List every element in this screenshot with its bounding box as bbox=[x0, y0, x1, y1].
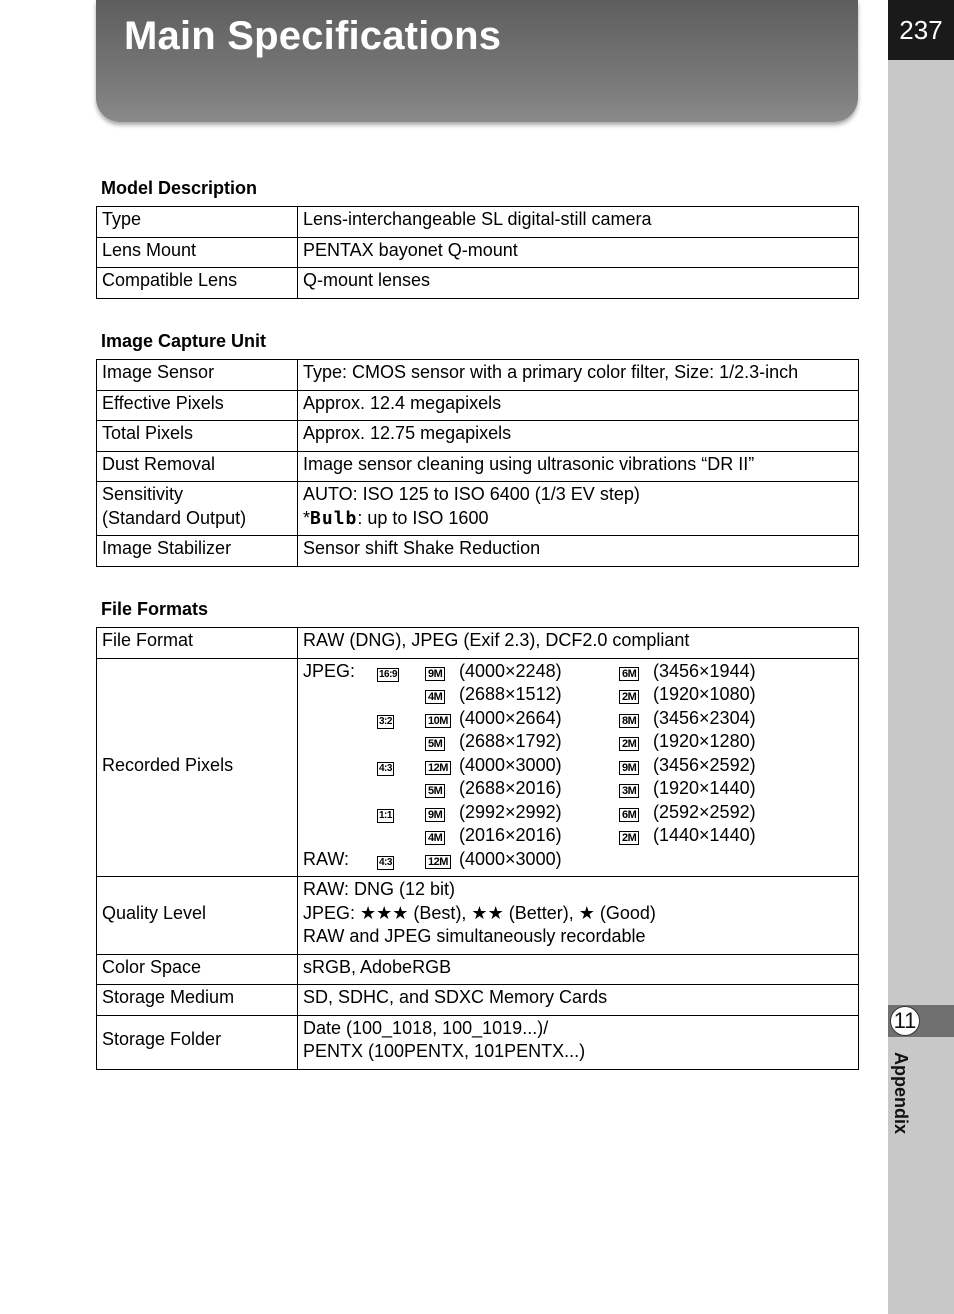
resolution-size-slot bbox=[619, 730, 653, 754]
recorded-pixels-line bbox=[303, 801, 853, 825]
spec-value-line bbox=[303, 507, 853, 531]
aspect-ratio-slot bbox=[377, 848, 425, 872]
resolution-size-icon: 4M bbox=[425, 831, 445, 845]
spec-value-line: RAW and JPEG simultaneously recordable bbox=[303, 926, 646, 946]
table-row bbox=[97, 451, 859, 482]
spec-key: Type bbox=[97, 207, 298, 238]
table-row bbox=[97, 536, 859, 567]
section-heading-capture: Image Capture Unit bbox=[101, 331, 267, 351]
recorded-pixels-line bbox=[303, 824, 853, 848]
resolution-value: (2688×1512) bbox=[459, 684, 562, 704]
table-row bbox=[97, 268, 859, 299]
table-row bbox=[97, 1015, 859, 1069]
capture-table bbox=[96, 359, 859, 567]
resolution-size-icon: 5M bbox=[425, 784, 445, 798]
table-row bbox=[97, 482, 859, 536]
spec-value-line: PENTX (100PENTX, 101PENTX...) bbox=[303, 1041, 586, 1061]
file-table bbox=[96, 627, 859, 1070]
table-row bbox=[97, 207, 859, 238]
spec-value: Approx. 12.4 megapixels bbox=[298, 390, 859, 421]
resolution-size-slot bbox=[619, 801, 653, 825]
spec-value-sensitivity bbox=[298, 482, 859, 536]
resolution-size-icon: 10M bbox=[425, 714, 451, 728]
spec-key: Lens Mount bbox=[97, 237, 298, 268]
resolution-value: (2688×1792) bbox=[459, 731, 562, 751]
spec-key: Color Space bbox=[97, 954, 298, 985]
resolution-size-slot bbox=[425, 754, 459, 778]
aspect-ratio-icon: 4:3 bbox=[379, 762, 392, 774]
aspect-ratio-slot bbox=[377, 754, 425, 778]
resolution-size-icon: 6M bbox=[619, 667, 639, 681]
aspect-ratio-icon: 16:9 bbox=[379, 668, 398, 680]
spec-key-sensitivity bbox=[97, 482, 298, 536]
resolution-value: (3456×1944) bbox=[653, 660, 756, 681]
resolution-size-icon: 8M bbox=[619, 714, 639, 728]
recorded-pixels-line bbox=[303, 777, 853, 801]
spec-key: Quality Level bbox=[97, 877, 298, 955]
spec-value-line: Date (100_1018, 100_1019...)/ bbox=[303, 1017, 549, 1038]
resolution-size-slot bbox=[619, 777, 653, 801]
resolution-size-slot bbox=[619, 683, 653, 707]
resolution-size-slot bbox=[425, 801, 459, 825]
spec-value: Lens-interchangeable SL digital-still camera bbox=[298, 207, 859, 238]
recorded-pixels-line bbox=[303, 660, 853, 684]
resolution-value: (2016×2016) bbox=[459, 825, 562, 845]
resolution-value: (4000×3000) bbox=[459, 848, 562, 869]
recorded-pixels-line bbox=[303, 683, 853, 707]
resolution-size-icon: 3M bbox=[619, 784, 639, 798]
resolution-value: (2592×2592) bbox=[653, 801, 756, 822]
table-row bbox=[97, 954, 859, 985]
bulb-mode-label: Bulb bbox=[310, 507, 358, 529]
page-title: Main Specifications bbox=[124, 14, 502, 58]
resolution-size-icon: 6M bbox=[619, 808, 639, 822]
resolution-value: (1440×1440) bbox=[653, 825, 756, 845]
spec-key: File Format bbox=[97, 628, 298, 659]
resolution-size-icon: 9M bbox=[619, 761, 639, 775]
resolution-size-slot bbox=[425, 707, 459, 731]
aspect-ratio-slot bbox=[377, 801, 425, 825]
resolution-size-slot bbox=[425, 824, 459, 848]
aspect-ratio-icon: 3:2 bbox=[379, 715, 392, 727]
spec-key: Image Sensor bbox=[97, 360, 298, 391]
resolution-size-icon: 4M bbox=[425, 690, 445, 704]
resolution-size-icon: 2M bbox=[619, 831, 639, 845]
spec-key: Total Pixels bbox=[97, 421, 298, 452]
spec-value: Q-mount lenses bbox=[298, 268, 859, 299]
section-heading-file: File Formats bbox=[101, 599, 209, 619]
section-heading-model: Model Description bbox=[101, 178, 258, 198]
spec-value: sRGB, AdobeRGB bbox=[298, 954, 859, 985]
resolution-value: (1920×1440) bbox=[653, 778, 756, 798]
spec-value: Sensor shift Shake Reduction bbox=[298, 536, 859, 567]
resolution-size-icon: 9M bbox=[425, 808, 445, 822]
table-row bbox=[97, 658, 859, 877]
spec-value: SD, SDHC, and SDXC Memory Cards bbox=[298, 985, 859, 1016]
table-row bbox=[97, 237, 859, 268]
resolution-size-slot bbox=[619, 660, 653, 684]
table-row bbox=[97, 421, 859, 452]
recorded-pixels-line bbox=[303, 848, 853, 872]
resolution-size-slot bbox=[425, 660, 459, 684]
aspect-ratio-slot bbox=[377, 660, 425, 684]
resolution-size-icon: 2M bbox=[619, 737, 639, 751]
spec-key-line: (Standard Output) bbox=[102, 507, 247, 528]
page-number: 237 bbox=[888, 0, 954, 60]
resolution-size-slot bbox=[425, 683, 459, 707]
resolution-value: (3456×2592) bbox=[653, 754, 756, 775]
recorded-pixels-line bbox=[303, 730, 853, 754]
resolution-size-icon: 12M bbox=[425, 761, 451, 775]
spec-value-line: JPEG: ★★★ (Best), ★★ (Better), ★ (Good) bbox=[303, 902, 656, 923]
resolution-size-icon: 9M bbox=[425, 667, 445, 681]
spec-value-line: RAW: DNG (12 bit) bbox=[303, 879, 456, 899]
recorded-pixels-cell bbox=[298, 658, 859, 877]
resolution-size-icon: 5M bbox=[425, 737, 445, 751]
resolution-value: (4000×3000) bbox=[459, 754, 562, 775]
spec-value-line: AUTO: ISO 125 to ISO 6400 (1/3 EV step) bbox=[303, 484, 640, 504]
resolution-size-slot bbox=[425, 730, 459, 754]
resolution-value: (2688×2016) bbox=[459, 778, 562, 798]
chapter-label: Appendix bbox=[891, 1052, 911, 1135]
spec-value: Approx. 12.75 megapixels bbox=[298, 421, 859, 452]
spec-value-folder bbox=[298, 1015, 859, 1069]
resolution-value: (4000×2248) bbox=[459, 660, 562, 681]
asterisk: * bbox=[303, 507, 311, 528]
spec-key: Storage Folder bbox=[97, 1015, 298, 1069]
resolution-value: (1920×1080) bbox=[653, 684, 756, 704]
spec-value: RAW (DNG), JPEG (Exif 2.3), DCF2.0 compliant bbox=[298, 628, 859, 659]
resolution-size-slot bbox=[425, 848, 459, 872]
resolution-size-slot bbox=[619, 824, 653, 848]
table-row bbox=[97, 628, 859, 659]
aspect-ratio-icon: 1:1 bbox=[379, 809, 392, 821]
model-table bbox=[96, 206, 859, 299]
resolution-size-icon: 12M bbox=[425, 855, 451, 869]
table-row bbox=[97, 985, 859, 1016]
spec-key: Recorded Pixels bbox=[97, 658, 298, 877]
resolution-size-slot bbox=[425, 777, 459, 801]
bulb-iso-text: : up to ISO 1600 bbox=[357, 507, 489, 528]
spec-key: Compatible Lens bbox=[97, 268, 298, 299]
spec-key: Image Stabilizer bbox=[97, 536, 298, 567]
aspect-ratio-icon: 4:3 bbox=[379, 856, 392, 868]
spec-key: Dust Removal bbox=[97, 451, 298, 482]
resolution-value: (2992×2992) bbox=[459, 801, 562, 822]
table-row bbox=[97, 877, 859, 955]
resolution-size-icon: 2M bbox=[619, 690, 639, 704]
spec-key: Storage Medium bbox=[97, 985, 298, 1016]
resolution-value: (1920×1280) bbox=[653, 731, 756, 751]
spec-value-quality bbox=[298, 877, 859, 955]
chapter-number-badge: 11 bbox=[890, 1006, 920, 1036]
table-row bbox=[97, 390, 859, 421]
format-label: JPEG: bbox=[303, 660, 356, 681]
table-row bbox=[97, 360, 859, 391]
resolution-size-slot bbox=[619, 754, 653, 778]
format-label: RAW: bbox=[303, 848, 350, 869]
spec-value: PENTAX bayonet Q-mount bbox=[298, 237, 859, 268]
recorded-pixels-line bbox=[303, 707, 853, 731]
resolution-value: (4000×2664) bbox=[459, 707, 562, 728]
spec-key: Effective Pixels bbox=[97, 390, 298, 421]
recorded-pixels-line bbox=[303, 754, 853, 778]
resolution-value: (3456×2304) bbox=[653, 707, 756, 728]
spec-value: Type: CMOS sensor with a primary color filter, Size: 1/2.3-inch bbox=[298, 360, 859, 391]
spec-value: Image sensor cleaning using ultrasonic vibrations “DR II” bbox=[298, 451, 859, 482]
spec-key-line: Sensitivity bbox=[102, 484, 184, 504]
aspect-ratio-slot bbox=[377, 707, 425, 731]
resolution-size-slot bbox=[619, 707, 653, 731]
